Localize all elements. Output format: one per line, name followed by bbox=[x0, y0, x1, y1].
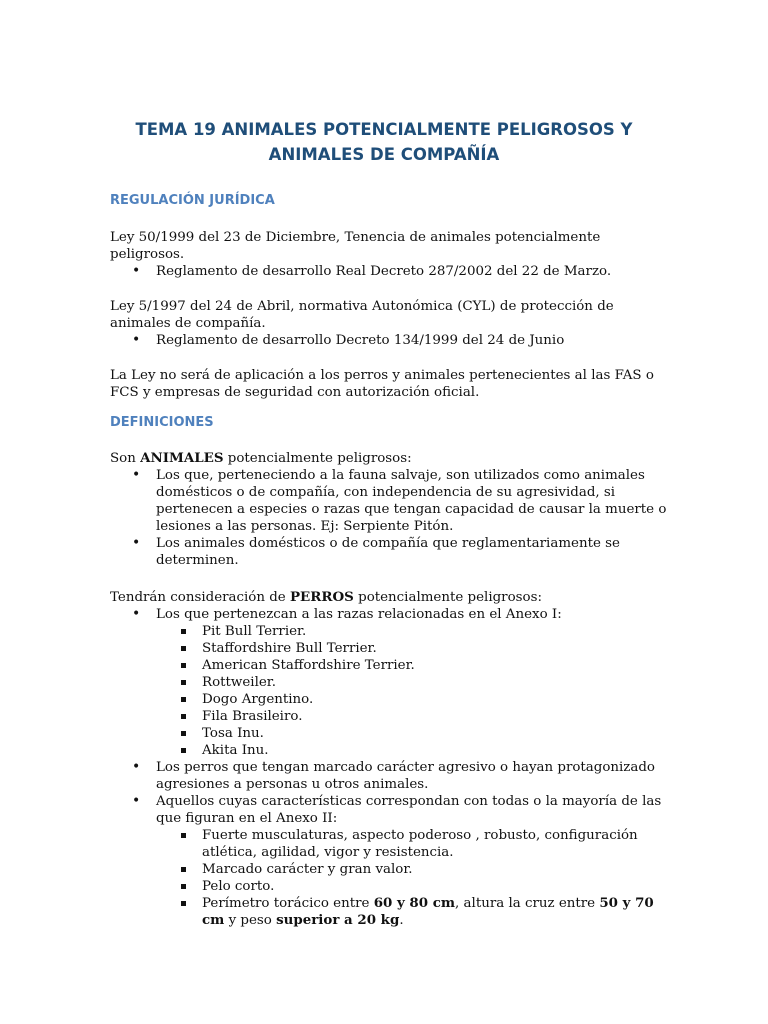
list-item: • Los animales domésticos o de compañía que reglamentariamente se determinen. bbox=[110, 535, 670, 569]
list-item: • Los que, perteneciendo a la fauna salvaje, son utilizados como animales domésticos o de compañía, con independencia de su agresividad, si pertenecen a especies o razas que tengan capacidad de causar la muerte o lesiones a las personas. Ej: Serpiente Pitón. bbox=[110, 467, 670, 535]
paragraph-ley-50-1999: Ley 50/1999 del 23 de Diciembre, Tenencia de animales potencialmente peligrosos. bbox=[110, 230, 601, 262]
list-item: • Los perros que tengan marcado carácter agresivo o hayan protagonizado agresiones a personas u otros animales. bbox=[110, 759, 670, 793]
raza-item: Tosa Inu. bbox=[156, 725, 670, 742]
intro-bold: PERROS bbox=[289, 589, 354, 605]
anexo-bold: 50 y 70 cm bbox=[202, 895, 654, 928]
anexo-item: Pelo corto. bbox=[156, 878, 670, 895]
paragraph-ley-5-1997: Ley 5/1997 del 24 de Abril, normativa Autonómica (CYL) de protección de animales de compañía. bbox=[110, 299, 614, 331]
heading-definiciones: DEFINICIONES bbox=[110, 415, 214, 430]
list-ley-50-1999 bbox=[110, 263, 670, 280]
list-item bbox=[110, 606, 670, 759]
raza-item: American Staffordshire Terrier. bbox=[156, 657, 670, 674]
anexo-item: Fuerte musculaturas, aspecto poderoso , robusto, configuración atlética, agilidad, vigor y resistencia. bbox=[156, 827, 670, 861]
list-item: • Reglamento de desarrollo Decreto 134/1999 del 24 de Junio bbox=[110, 332, 670, 349]
list-ley-5-1997 bbox=[110, 332, 670, 349]
list-item-text: Aquellos cuyas características correspondan con todas o la mayoría de las que figuran en el Anexo II: bbox=[156, 794, 662, 826]
anexo-item bbox=[156, 895, 670, 929]
intro-bold: ANIMALES bbox=[140, 450, 224, 466]
anexo-text: , altura la cruz entre bbox=[455, 896, 600, 911]
raza-item: Rottweiler. bbox=[156, 674, 670, 691]
heading-regulacion: REGULACIÓN JURÍDICA bbox=[110, 193, 275, 208]
list-perros bbox=[110, 606, 670, 929]
list-item bbox=[110, 793, 670, 929]
raza-item: Akita Inu. bbox=[156, 742, 670, 759]
anexo-text: Perímetro torácico entre bbox=[202, 896, 374, 911]
anexo-text: y peso bbox=[224, 913, 277, 928]
raza-item: Staffordshire Bull Terrier. bbox=[156, 640, 670, 657]
raza-item: Dogo Argentino. bbox=[156, 691, 670, 708]
intro-text: potencialmente peligrosos: bbox=[223, 451, 412, 466]
anexo-bold: superior a 20 kg bbox=[276, 912, 400, 928]
intro-text: Son bbox=[110, 451, 141, 466]
title-line-1: TEMA 19 ANIMALES POTENCIALMENTE PELIGROSOS Y bbox=[135, 120, 633, 139]
paragraph-ambito: La Ley no será de aplicación a los perros y animales pertenecientes al las FAS o FCS y empresas de seguridad con autorización oficial. bbox=[110, 368, 654, 400]
title-line-2: ANIMALES DE COMPAÑÍA bbox=[268, 145, 500, 164]
raza-item: Fila Brasileiro. bbox=[156, 708, 670, 725]
list-item: • Reglamento de desarrollo Real Decreto 287/2002 del 22 de Marzo. bbox=[110, 263, 670, 280]
list-animales bbox=[110, 467, 670, 569]
anexo-item: Marcado carácter y gran valor. bbox=[156, 861, 670, 878]
anexo-bold: 60 y 80 cm bbox=[373, 895, 456, 911]
intro-text: potencialmente peligrosos: bbox=[353, 590, 542, 605]
anexo-text: . bbox=[399, 913, 404, 928]
paragraph-perros-intro bbox=[110, 589, 670, 606]
intro-text: Tendrán consideración de bbox=[110, 590, 290, 605]
document-title bbox=[110, 117, 658, 167]
raza-item: Pit Bull Terrier. bbox=[156, 623, 670, 640]
list-razas bbox=[156, 623, 670, 759]
paragraph-animales-intro bbox=[110, 450, 670, 467]
list-anexo-ii bbox=[156, 827, 670, 929]
list-item-text: Los que pertenezcan a las razas relacionadas en el Anexo I: bbox=[156, 607, 562, 622]
